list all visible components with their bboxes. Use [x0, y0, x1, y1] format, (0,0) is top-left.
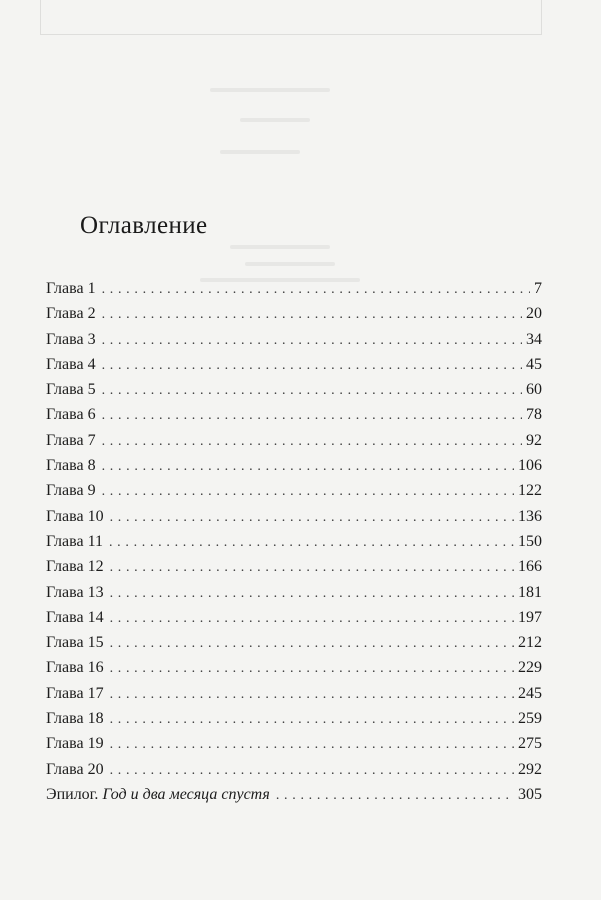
toc-entry	[46, 782, 542, 807]
toc-page-number: 106	[518, 457, 542, 475]
dot-leader	[102, 277, 530, 302]
dot-leader	[110, 505, 514, 530]
page-title: Оглавление	[80, 212, 208, 239]
dot-leader	[109, 530, 514, 555]
toc-entry-title: Глава 15	[46, 634, 104, 652]
toc-entry-label	[46, 554, 110, 579]
dot-leader	[110, 682, 514, 707]
toc-entry-title: Глава 14	[46, 608, 104, 626]
toc-page-number: 181	[518, 583, 542, 601]
dot-leader	[110, 631, 514, 656]
toc-page-number: 245	[518, 684, 542, 702]
toc-entry	[46, 554, 542, 579]
toc-entry-title: Глава 2	[46, 305, 96, 323]
toc-entry-title: Глава 13	[46, 583, 104, 601]
toc-entry-title: Глава 20	[46, 760, 104, 778]
toc-entry-title: Глава 8	[46, 457, 96, 475]
toc-entry	[46, 428, 542, 453]
toc-entry-title: Глава 5	[46, 381, 96, 399]
toc-entry-label	[46, 327, 102, 352]
toc-entry-label	[46, 453, 102, 478]
toc-entry-title: Глава 7	[46, 431, 96, 449]
dot-leader	[102, 353, 522, 378]
toc-page-number: 292	[518, 760, 542, 778]
toc-entry-title: Глава 17	[46, 684, 104, 702]
toc-entry	[46, 757, 542, 782]
toc-page-number: 212	[518, 634, 542, 652]
toc-entry-label	[46, 580, 110, 605]
dot-leader	[110, 606, 514, 631]
toc-entry-label	[46, 301, 102, 326]
toc-entry-title: Глава 1	[46, 280, 96, 297]
dot-leader	[276, 783, 514, 808]
top-frame	[40, 0, 542, 35]
toc-page-number: 166	[518, 558, 542, 576]
toc-entry-label	[46, 428, 102, 453]
toc-entry-title: Глава 16	[46, 659, 104, 677]
toc-page-number: 229	[518, 659, 542, 677]
toc-entry	[46, 605, 542, 630]
dot-leader	[102, 302, 522, 327]
toc-entry-label	[46, 478, 102, 503]
toc-entry-label	[46, 352, 102, 377]
toc-page-number: 60	[526, 381, 542, 399]
toc-entry	[46, 327, 542, 352]
toc-entry-label	[46, 655, 110, 680]
toc-entry	[46, 402, 542, 427]
toc-page-number: 197	[518, 608, 542, 626]
toc-page-number: 45	[526, 355, 542, 373]
dot-leader	[110, 555, 514, 580]
dot-leader	[102, 479, 514, 504]
toc-entry	[46, 580, 542, 605]
dot-leader	[102, 403, 522, 428]
toc-entry-title: Глава 12	[46, 558, 104, 576]
dot-leader	[102, 328, 522, 353]
toc-entry-label	[46, 504, 110, 529]
toc-entry	[46, 478, 542, 503]
toc-entry-title: Глава 18	[46, 710, 104, 728]
toc-page-number: 259	[518, 710, 542, 728]
toc-entry	[46, 655, 542, 680]
toc-page-number: 78	[526, 406, 542, 424]
table-of-contents	[46, 276, 542, 807]
toc-entry	[46, 377, 542, 402]
toc-entry	[46, 630, 542, 655]
toc-entry-title: Глава 9	[46, 482, 96, 500]
toc-entry-title: Глава 6	[46, 406, 96, 424]
toc-entry	[46, 276, 542, 301]
dot-leader	[102, 378, 522, 403]
toc-entry	[46, 504, 542, 529]
toc-entry-label	[46, 605, 110, 630]
toc-entry	[46, 731, 542, 756]
toc-entry-label	[46, 402, 102, 427]
toc-entry-label	[46, 276, 102, 301]
dot-leader	[102, 429, 522, 454]
toc-entry-title: Глава 19	[46, 735, 104, 753]
toc-entry	[46, 529, 542, 554]
dot-leader	[110, 707, 514, 732]
dot-leader	[110, 758, 514, 783]
toc-page-number: 305	[518, 785, 542, 803]
toc-entry-label	[46, 681, 110, 706]
toc-entry-title: Глава 4	[46, 355, 96, 373]
dot-leader	[110, 656, 514, 681]
toc-page-number: 7	[534, 280, 542, 297]
toc-entry-subtitle: Год и два месяца спустя	[102, 785, 270, 803]
dot-leader	[110, 732, 514, 757]
toc-entry-title: Глава 3	[46, 330, 96, 348]
toc-entry	[46, 706, 542, 731]
toc-entry-label	[46, 630, 110, 655]
toc-entry	[46, 352, 542, 377]
toc-page-number: 275	[518, 735, 542, 753]
toc-entry-label	[46, 377, 102, 402]
toc-entry-title: Глава 11	[46, 532, 103, 550]
toc-entry-label	[46, 731, 110, 756]
toc-entry-label	[46, 782, 276, 807]
toc-entry	[46, 453, 542, 478]
toc-page-number: 122	[518, 482, 542, 500]
dot-leader	[102, 454, 514, 479]
toc-entry-title: Эпилог.	[46, 785, 99, 803]
toc-page-number: 20	[526, 305, 542, 323]
toc-entry-label	[46, 706, 110, 731]
dot-leader	[110, 581, 514, 606]
toc-page-number: 92	[526, 431, 542, 449]
toc-entry-label	[46, 529, 109, 554]
toc-entry	[46, 301, 542, 326]
toc-page-number: 136	[518, 507, 542, 525]
toc-page-number: 150	[518, 532, 542, 550]
toc-page-number: 34	[526, 330, 542, 348]
toc-entry	[46, 681, 542, 706]
toc-entry-label	[46, 757, 110, 782]
toc-entry-title: Глава 10	[46, 507, 104, 525]
